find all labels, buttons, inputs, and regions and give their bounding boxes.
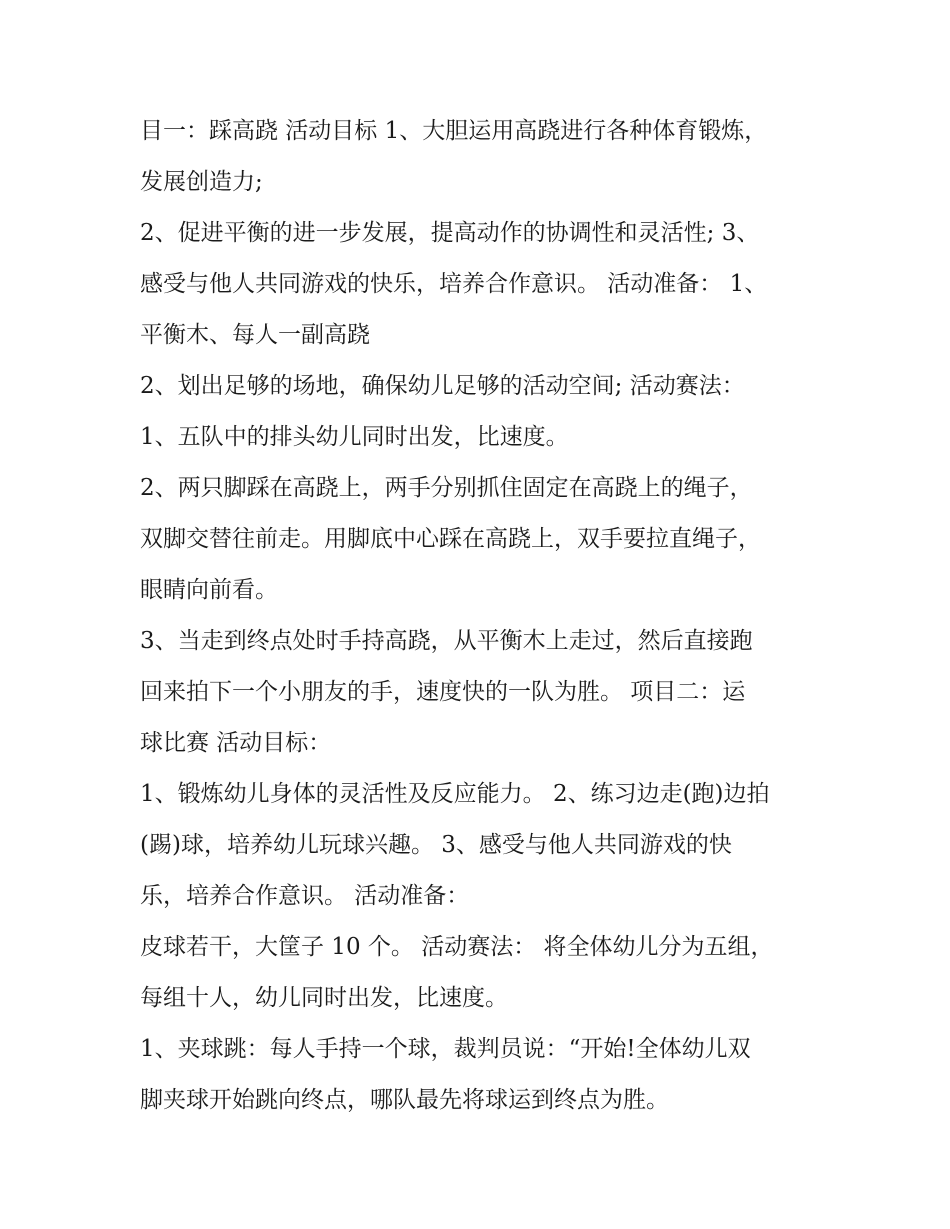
text-line: 回来拍下一个小朋友的手，速度快的一队为胜。 项目二：运 bbox=[140, 679, 746, 705]
text-line: 1、五队中的排头幼儿同时出发，比速度。 bbox=[140, 424, 569, 450]
text-line: 2、促进平衡的进一步发展，提高动作的协调性和灵活性; 3、 bbox=[140, 220, 760, 246]
text-line: 发展创造力; bbox=[140, 169, 263, 195]
text-line: 1、夹球跳：每人手持一个球，裁判员说：“开始!全体幼儿双 bbox=[140, 1036, 751, 1062]
text-line: 球比赛 活动目标： bbox=[140, 730, 332, 756]
body-text bbox=[140, 106, 820, 1126]
text-line: 皮球若干，大筐子 10 个。 活动赛法： 将全体幼儿分为五组， bbox=[140, 934, 774, 960]
text-line: 眼睛向前看。 bbox=[140, 577, 278, 603]
text-line: (踢)球，培养幼儿玩球兴趣。 3、感受与他人共同游戏的快 bbox=[140, 832, 732, 858]
text-line: 乐，培养合作意识。 活动准备： bbox=[140, 883, 470, 909]
text-line: 3、当走到终点处时手持高跷，从平衡木上走过，然后直接跑 bbox=[140, 628, 753, 654]
text-line: 双脚交替往前走。用脚底中心踩在高跷上，双手要拉直绳子， bbox=[140, 526, 761, 552]
text-line: 感受与他人共同游戏的快乐，培养合作意识。 活动准备： 1、 bbox=[140, 271, 768, 297]
text-line: 每组十人，幼儿同时出发，比速度。 bbox=[140, 985, 508, 1011]
text-line: 2、划出足够的场地，确保幼儿足够的活动空间; 活动赛法： bbox=[140, 373, 745, 399]
text-line: 目一：踩高跷 活动目标 1、大胆运用高跷进行各种体育锻炼， bbox=[140, 118, 768, 144]
text-line: 平衡木、每人一副高跷 bbox=[140, 322, 370, 348]
text-line: 1、锻炼幼儿身体的灵活性及反应能力。 2、练习边走(跑)边拍 bbox=[140, 781, 770, 807]
text-line: 脚夹球开始跳向终点，哪队最先将球运到终点为胜。 bbox=[140, 1087, 669, 1113]
text-line: 2、两只脚踩在高跷上，两手分别抓住固定在高跷上的绳子， bbox=[140, 475, 753, 501]
